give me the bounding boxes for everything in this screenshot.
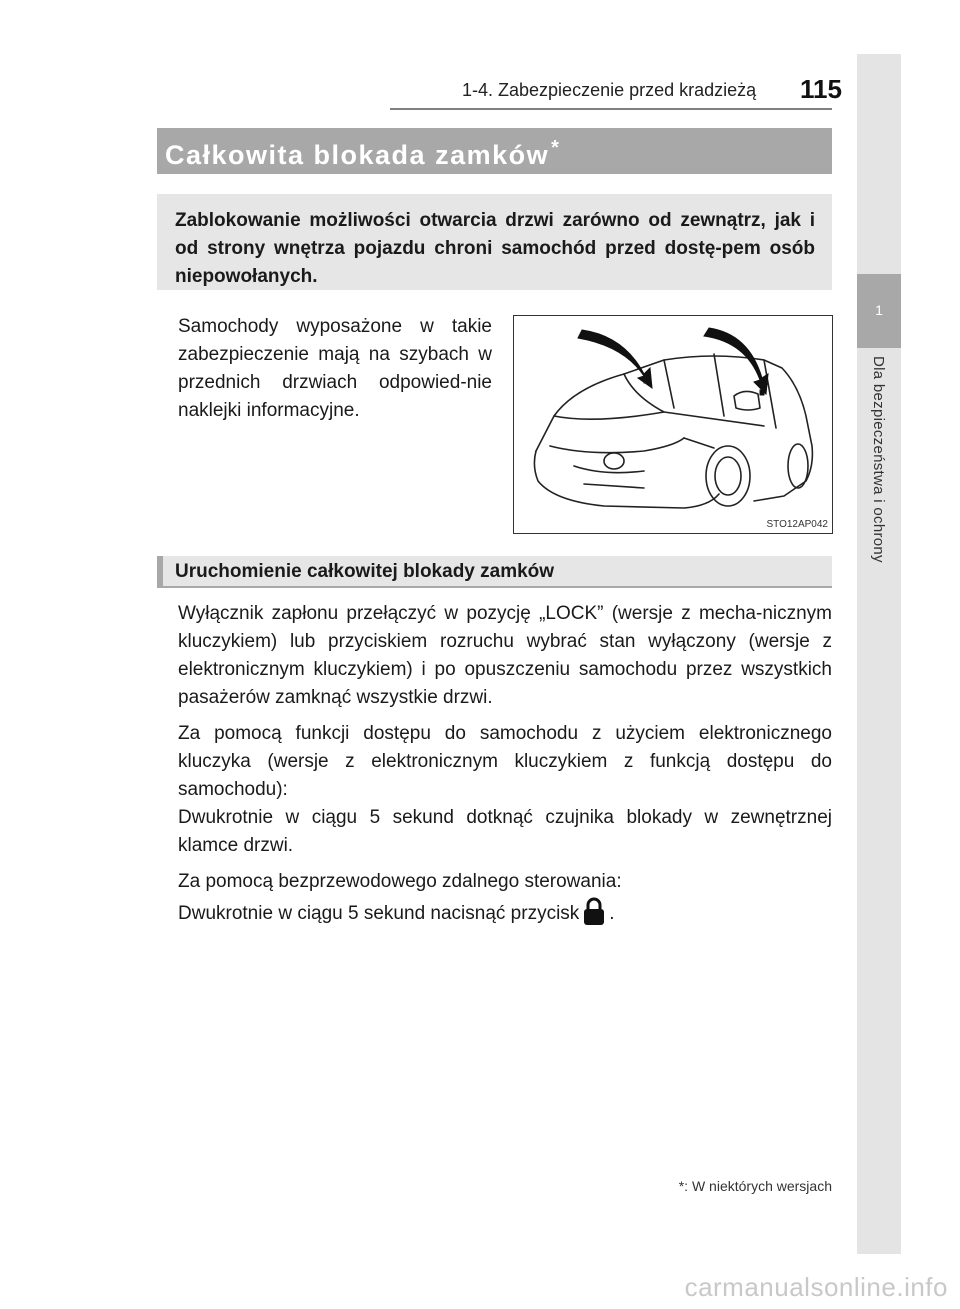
page-number: 115 — [800, 74, 842, 104]
title-asterisk: * — [551, 137, 559, 159]
car-illustration — [514, 316, 833, 534]
section-bar — [157, 556, 832, 588]
car-figure — [513, 315, 833, 534]
lock-icon — [583, 896, 605, 935]
header-section-title: 1-4. Zabezpieczenie przed kradzieżą — [462, 80, 757, 100]
side-tab-number-block — [857, 274, 901, 348]
section-title: Uruchomienie całkowitej blokady zamków — [175, 561, 555, 582]
side-tab — [857, 54, 901, 1254]
watermark: carmanualsonline.info — [684, 1272, 948, 1302]
page-title-text: Całkowita blokada zamków — [165, 140, 550, 170]
paragraph-smart-key-intro: Za pomocą funkcji dostępu do samochodu z użyciem elektronicznego kluczyka (wersje z elektronicznym kluczykiem z funkcją dostępu do samochodu): — [178, 723, 832, 800]
description-text: Samochody wyposażone w takie zabezpieczenie mają na szybach w przednich drzwiach odpowied-nie naklejki informacyjne. — [178, 316, 492, 421]
body-text — [178, 600, 832, 943]
paragraph-remote-end: . — [609, 903, 615, 924]
footnote — [630, 1178, 832, 1194]
intro-box — [157, 194, 832, 290]
side-tab-number: 1 — [875, 302, 883, 318]
intro-text: Zablokowanie możliwości otwarcia drzwi zarówno od zewnątrz, jak i od strony wnętrza pojazdu chroni samochód przed dostę-pem osób niepowołanych. — [175, 210, 815, 287]
side-tab-label: Dla bezpieczeństwa i ochrony — [870, 356, 887, 563]
paragraph-smart-key-instruction: Dwukrotnie w ciągu 5 sekund dotknąć czujnika blokady w zewnętrznej klamce drzwi. — [178, 807, 832, 856]
title-bar — [157, 128, 832, 174]
footnote-text: : W niektórych wersjach — [684, 1178, 832, 1194]
paragraph-remote — [178, 868, 832, 935]
figure-code: STO12AP042 — [766, 519, 828, 530]
footnote-asterisk: * — [678, 1178, 685, 1194]
paragraph-ignition: Wyłącznik zapłonu przełączyć w pozycję „LOCK” (wersje z mecha-nicznym kluczykiem) lub przyciskiem rozruchu wybrać stan wyłączony (wersje z elektronicznym kluczykiem) i po opuszczeniu samochodu przez wszystkich pasażerów zamknąć wszystkie drzwi. — [178, 603, 832, 708]
header-rule — [390, 108, 832, 110]
paragraph-remote-intro: Za pomocą bezprzewodowego zdalnego sterowania: — [178, 871, 622, 892]
paragraph-remote-instruction: Dwukrotnie w ciągu 5 sekund nacisnąć przycisk — [178, 903, 580, 924]
page-title — [165, 137, 559, 171]
paragraph-smart-key — [178, 720, 832, 860]
